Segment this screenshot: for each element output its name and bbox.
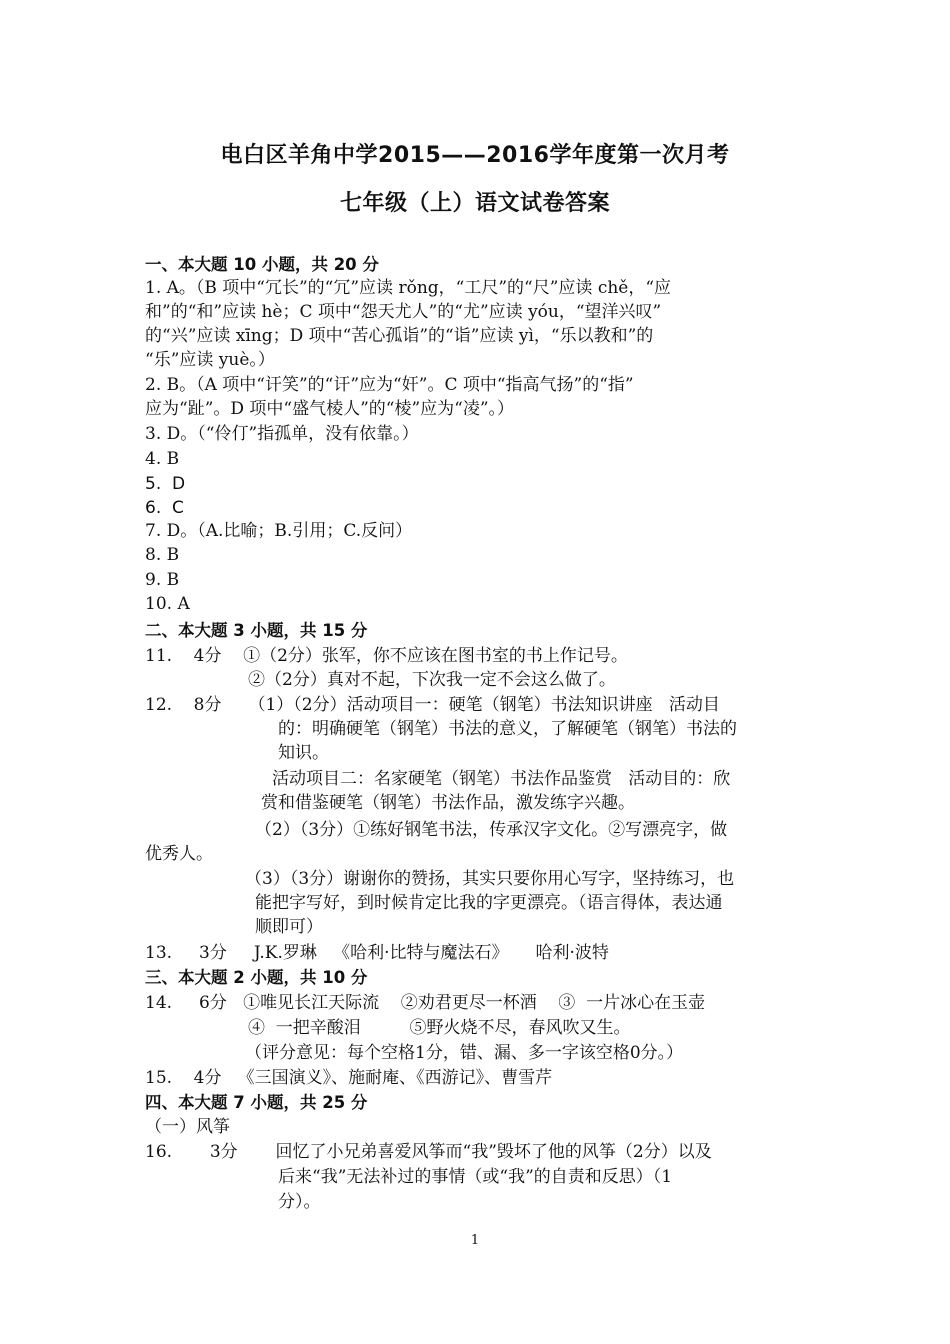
answer-12-line-7: 优秀人。 bbox=[145, 844, 213, 864]
answer-12-line-2: 的：明确硬笔（钢笔）书法的意义，了解硬笔（钢笔）书法的 bbox=[278, 719, 737, 739]
answer-12-line-5: 赏和借鉴硬笔（钢笔）书法作品，激发练字兴趣。 bbox=[261, 793, 635, 813]
answer-1-line-4: “乐”应读 yuè。） bbox=[145, 350, 275, 370]
answer-8: 8. B bbox=[145, 545, 180, 565]
answer-15: 15. 4分 《三国演义》、施耐庵、《西游记》、曹雪芹 bbox=[145, 1068, 553, 1088]
answer-12-line-8: （3）（3分）谢谢你的赞扬，其实只要你用心写字，坚持练习，也 bbox=[245, 869, 735, 889]
section-heading-3: 三、本大题 2 小题，共 10 分 bbox=[145, 968, 368, 987]
subsection-heading-1: （一）风筝 bbox=[145, 1117, 230, 1137]
section-heading-1: 一、本大题 10 小题，共 20 分 bbox=[145, 255, 379, 274]
answer-16-line-1: 16. 3分 回忆了小兄弟喜爱风筝而“我”毁坏了他的风筝（2分）以及 bbox=[145, 1142, 712, 1162]
answer-2-line-2: 应为“趾”。D 项中“盛气棱人”的“棱”应为“凌”。） bbox=[145, 399, 515, 419]
answer-4: 4. B bbox=[145, 449, 180, 469]
answer-2-line-1: 2. B。（A 项中“讦笑”的“讦”应为“奸”。C 项中“指高气扬”的“指” bbox=[145, 375, 634, 395]
page-number: 1 bbox=[470, 1233, 480, 1248]
document-title: 电白区羊角中学2015——2016学年度第一次月考 bbox=[220, 143, 730, 168]
answer-12-line-6: （2）（3分）①练好钢笔书法，传承汉字文化。②写漂亮字，做 bbox=[255, 820, 728, 840]
answer-1-line-3: 的“兴”应读 xīng；D 项中“苦心孤诣”的“诣”应读 yì，“乐以教和”的 bbox=[145, 326, 654, 346]
answer-3: 3. D。（“伶仃”指孤单，没有依靠。） bbox=[145, 424, 419, 444]
answer-14-grading-note: （评分意见：每个空格1分，错、漏、多一字该空格0分。） bbox=[245, 1043, 684, 1063]
answer-5: 5. D bbox=[145, 474, 186, 494]
answer-9: 9. B bbox=[145, 570, 180, 590]
answer-13: 13. 3分 J.K.罗琳 《哈利·比特与魔法石》 哈利·波特 bbox=[145, 943, 609, 963]
answer-6: 6. C bbox=[145, 498, 184, 518]
answer-16-line-2: 后来“我”无法补过的事情（或“我”的自责和反思）（1 bbox=[278, 1167, 673, 1187]
answer-16-line-3: 分）。 bbox=[278, 1192, 321, 1212]
answer-7: 7. D。（A.比喻；B.引用；C.反问） bbox=[145, 521, 413, 541]
section-heading-4: 四、本大题 7 小题，共 25 分 bbox=[145, 1093, 368, 1112]
document-subtitle: 七年级（上）语文试卷答案 bbox=[339, 191, 610, 216]
answer-11-line-1: 11. 4分 ①（2分）张军，你不应该在图书室的书上作记号。 bbox=[145, 646, 628, 666]
answer-1-line-1: 1. A。（B 项中“冗长”的“冗”应读 rǒng，“工尺”的“尺”应读 chě，“应 bbox=[145, 278, 672, 298]
answer-12-line-10: 顺即可） bbox=[255, 917, 323, 937]
answer-12-line-3: 知识。 bbox=[278, 743, 329, 763]
answer-11-line-2: ②（2分）真对不起，下次我一定不会这么做了。 bbox=[248, 670, 616, 690]
answer-1-line-2: 和”的“和”应读 hè；C 项中“怨天尤人”的“尤”应读 yóu，“望洋兴叹” bbox=[145, 302, 662, 322]
answer-12-line-1: 12. 8分 （1）（2分）活动项目一：硬笔（钢笔）书法知识讲座 活动目 bbox=[145, 695, 720, 715]
answer-14-line-2: ④ 一把辛酸泪 ⑤野火烧不尽，春风吹又生。 bbox=[248, 1018, 631, 1038]
answer-12-line-9: 能把字写好，到时候肯定比我的字更漂亮。（语言得体，表达通 bbox=[255, 893, 723, 913]
answer-12-line-4: 活动项目二：名家硬笔（钢笔）书法作品鉴赏 活动目的：欣 bbox=[272, 769, 731, 789]
answer-10: 10. A bbox=[145, 594, 190, 614]
section-heading-2: 二、本大题 3 小题，共 15 分 bbox=[145, 621, 368, 640]
answer-14-line-1: 14. 6分 ①唯见长江天际流 ②劝君更尽一杯酒 ③ 一片冰心在玉壶 bbox=[145, 993, 706, 1013]
